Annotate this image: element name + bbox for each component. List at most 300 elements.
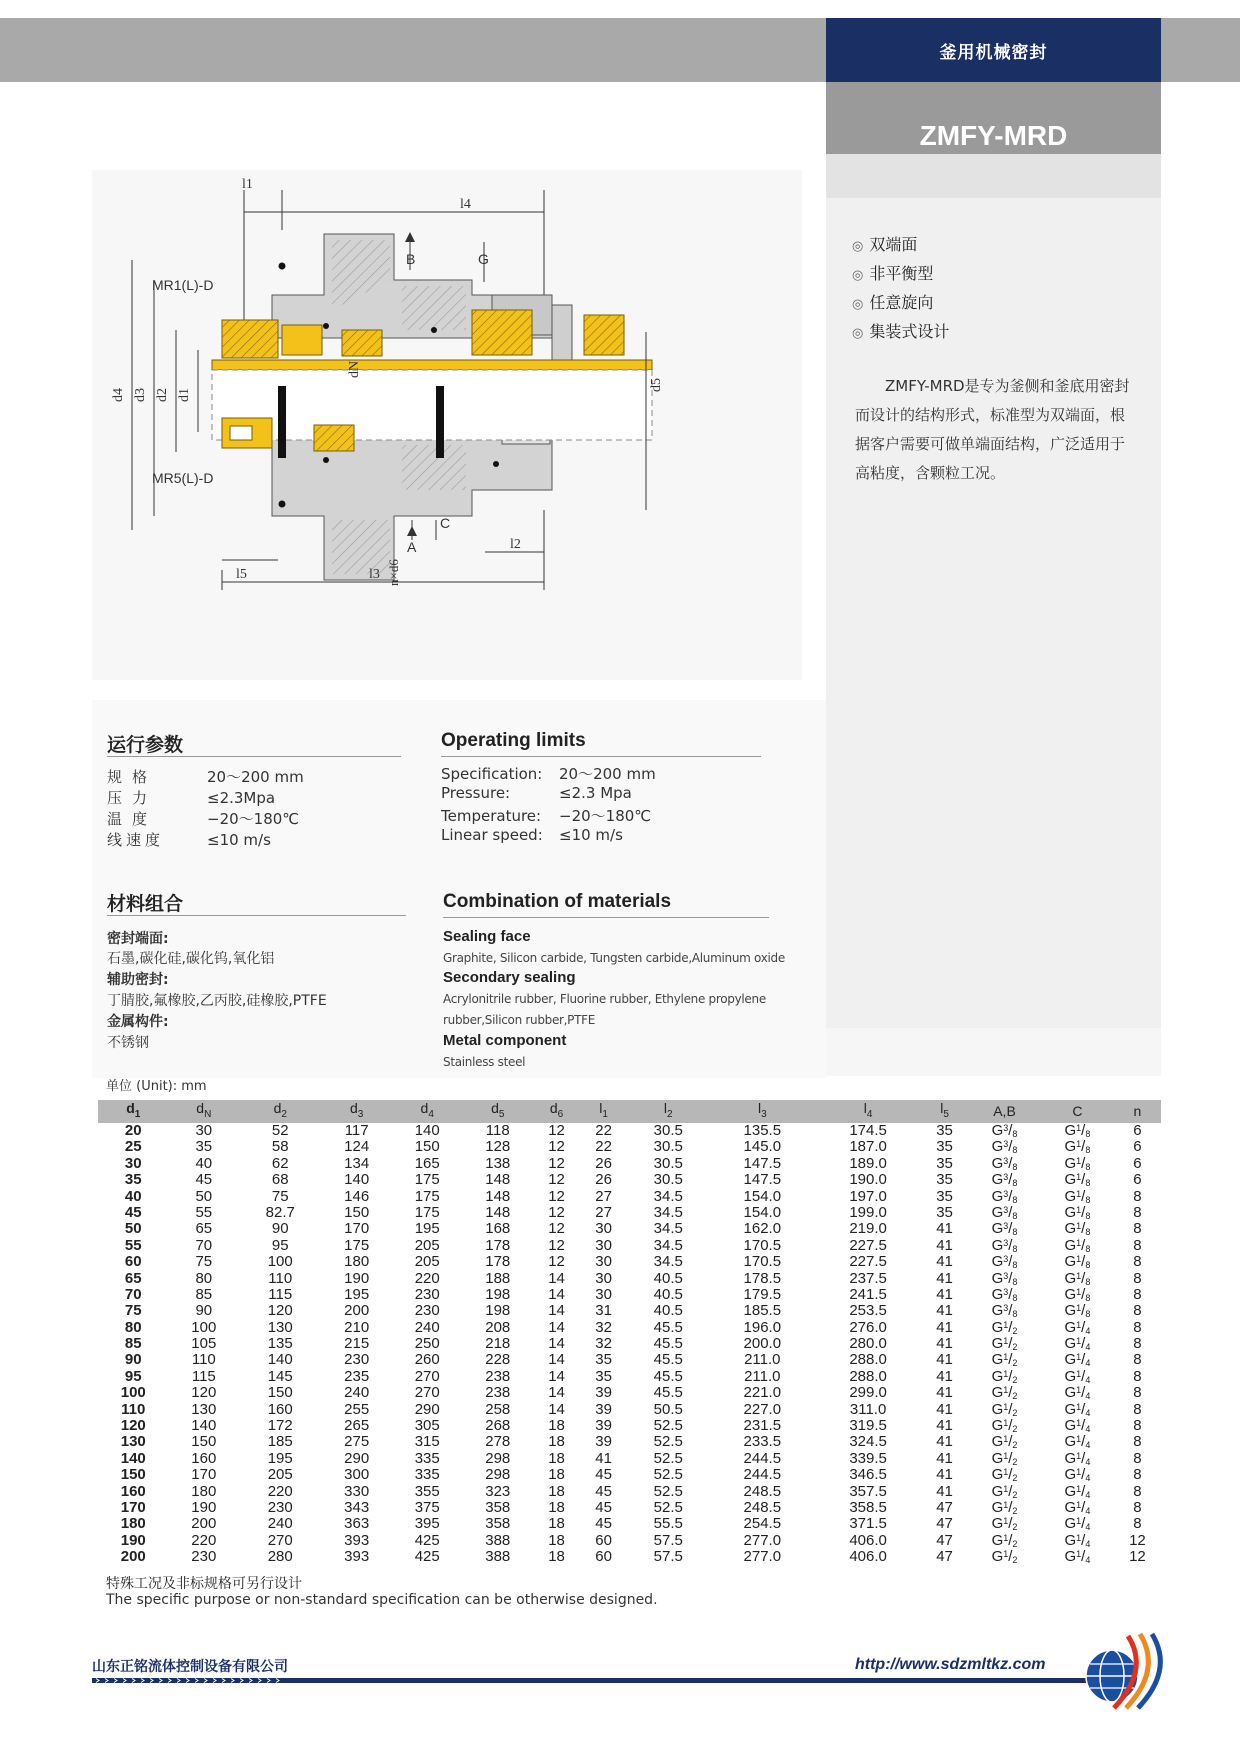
table-cell: 150 <box>191 1433 217 1451</box>
column-header: $d_3$ <box>321 1100 392 1123</box>
param-row: 线速度 ≤10 m/s <box>107 831 271 849</box>
table-cell: 41 <box>936 1351 953 1369</box>
table-cell: 8 <box>1133 1318 1142 1336</box>
table-cell: 298 <box>485 1449 511 1467</box>
table-cell: 190 <box>191 1498 217 1516</box>
table-row <box>98 1434 1161 1450</box>
table-cell: 8 <box>1133 1515 1142 1533</box>
table-cell: 358 <box>485 1515 511 1533</box>
table-cell: $G^3/_8$ <box>991 1203 1018 1221</box>
table-cell: 41 <box>936 1318 953 1336</box>
table-cell: 190 <box>344 1269 370 1287</box>
table-cell: 280 <box>267 1548 293 1566</box>
table-cell: 90 <box>271 1220 289 1238</box>
table-cell: 305 <box>414 1417 440 1435</box>
table-cell: 8 <box>1133 1433 1142 1451</box>
table-cell: 276.0 <box>849 1318 887 1336</box>
table-cell: 218 <box>485 1335 511 1353</box>
table-cell: 6 <box>1133 1138 1142 1156</box>
table-cell: 58 <box>271 1138 289 1156</box>
table-row <box>98 1516 1161 1532</box>
table-cell: 18 <box>548 1449 565 1467</box>
table-cell: 330 <box>344 1482 370 1500</box>
table-cell: 55 <box>124 1236 142 1254</box>
table-cell: $G^1/_2$ <box>991 1351 1018 1369</box>
table-cell: 22 <box>595 1138 612 1156</box>
table-cell: 60 <box>595 1531 612 1549</box>
table-cell: 393 <box>344 1548 370 1566</box>
table-cell: $G^1/_8$ <box>1064 1154 1091 1172</box>
table-cell: $G^1/_8$ <box>1064 1203 1091 1221</box>
footer-chevron-line <box>92 1678 1092 1683</box>
table-cell: $G^1/_2$ <box>991 1498 1018 1516</box>
table-cell: 230 <box>267 1498 293 1516</box>
table-cell: 12 <box>548 1187 565 1205</box>
divider <box>443 917 769 918</box>
table-cell: 41 <box>595 1449 612 1467</box>
table-cell: 195 <box>344 1285 370 1303</box>
table-cell: $G^3/_8$ <box>991 1236 1018 1254</box>
table-cell: $G^3/_8$ <box>991 1171 1018 1189</box>
table-cell: 248.5 <box>743 1498 782 1516</box>
dim-nd6-label: n×d6 <box>386 559 401 586</box>
table-cell: 47 <box>936 1515 953 1533</box>
operating-en-title: Operating limits <box>441 730 586 751</box>
table-cell: 253.5 <box>849 1302 887 1320</box>
table-cell: $G^1/_8$ <box>1064 1285 1091 1303</box>
table-cell: 220 <box>267 1482 293 1500</box>
table-cell: 18 <box>548 1482 565 1500</box>
note-cn: 特殊工况及非标规格可另行设计 <box>106 1576 302 1592</box>
table-cell: 255 <box>344 1400 370 1418</box>
table-cell: 50.5 <box>653 1400 683 1418</box>
table-cell: 145.0 <box>743 1138 782 1156</box>
table-cell: 47 <box>936 1531 953 1549</box>
table-cell: 188 <box>485 1269 511 1287</box>
table-cell: 198 <box>485 1285 511 1303</box>
table-cell: 14 <box>548 1318 565 1336</box>
table-cell: 170.5 <box>743 1236 782 1254</box>
divider <box>107 756 401 757</box>
table-cell: 75 <box>195 1253 213 1271</box>
table-cell: 35 <box>936 1138 953 1156</box>
operating-cn-title: 运行参数 <box>107 734 184 756</box>
table-cell: 275 <box>344 1433 370 1451</box>
table-cell: 140 <box>344 1171 370 1189</box>
table-cell: 8 <box>1133 1203 1142 1221</box>
table-cell: 60 <box>124 1253 142 1271</box>
table-row <box>98 1369 1161 1385</box>
table-cell: 27 <box>595 1203 612 1221</box>
table-cell: 12 <box>548 1236 565 1254</box>
table-cell: 95 <box>124 1367 142 1385</box>
table-cell: 70 <box>124 1285 142 1303</box>
table-cell: 8 <box>1133 1253 1142 1271</box>
table-row <box>98 1254 1161 1270</box>
table-cell: $G^1/_2$ <box>991 1433 1018 1451</box>
table-cell: 45 <box>595 1515 612 1533</box>
table-cell: 8 <box>1133 1417 1142 1435</box>
table-cell: 175 <box>414 1171 440 1189</box>
param-row: 压力 ≤2.3Mpa <box>107 789 276 807</box>
table-cell: 39 <box>595 1400 612 1418</box>
table-cell: 32 <box>595 1318 612 1336</box>
table-cell: 154.0 <box>743 1203 782 1221</box>
table-cell: 358.5 <box>849 1498 887 1516</box>
table-cell: 117 <box>344 1121 369 1139</box>
table-cell: 220 <box>191 1531 217 1549</box>
table-cell: 55 <box>195 1203 213 1221</box>
table-cell: 8 <box>1133 1302 1142 1320</box>
table-cell: 41 <box>936 1449 953 1467</box>
table-cell: 237.5 <box>849 1269 887 1287</box>
table-cell: 298 <box>485 1466 511 1484</box>
brand-label: 釜用机械密封 <box>826 18 1161 82</box>
dim-d2-label: d2 <box>155 388 170 402</box>
bullet-icon: ◎ <box>852 268 864 283</box>
table-cell: 40.5 <box>653 1302 683 1320</box>
table-cell: 189.0 <box>849 1154 887 1172</box>
table-cell: $G^1/_2$ <box>991 1548 1018 1566</box>
table-cell: $G^1/_4$ <box>1064 1318 1091 1336</box>
table-cell: 75 <box>271 1187 289 1205</box>
table-cell: 227.5 <box>849 1253 887 1271</box>
table-cell: 179.5 <box>743 1285 782 1303</box>
column-header: $d_2$ <box>239 1100 321 1123</box>
table-cell: 52.5 <box>653 1433 683 1451</box>
table-cell: 6 <box>1133 1171 1142 1189</box>
table-cell: 40 <box>124 1187 142 1205</box>
secondary-en-line1: Acrylonitrile rubber, Fluorine rubber, Ethylene propylene <box>443 992 766 1006</box>
table-cell: 75 <box>124 1302 142 1320</box>
table-cell: 406.0 <box>849 1548 887 1566</box>
table-row <box>98 1451 1161 1467</box>
divider <box>107 915 406 916</box>
table-row <box>98 1533 1161 1549</box>
table-cell: 180 <box>120 1515 146 1533</box>
table-cell: 85 <box>124 1335 142 1353</box>
table-cell: 210 <box>344 1318 370 1336</box>
table-cell: $G^1/_8$ <box>1064 1302 1091 1320</box>
table-cell: 18 <box>548 1433 565 1451</box>
table-header-row <box>98 1100 1161 1123</box>
table-cell: 85 <box>195 1285 213 1303</box>
table-cell: 52 <box>271 1121 289 1139</box>
column-header: A,B <box>968 1100 1041 1123</box>
table-cell: 55.5 <box>653 1515 683 1533</box>
table-cell: 178 <box>485 1253 511 1271</box>
table-cell: 18 <box>548 1515 565 1533</box>
table-cell: 147.5 <box>743 1171 782 1189</box>
table-cell: 148 <box>485 1171 511 1189</box>
table-cell: 12 <box>548 1138 565 1156</box>
param-row: Temperature: −20～180℃ <box>441 807 652 825</box>
table-cell: 146 <box>344 1187 370 1205</box>
table-cell: 40.5 <box>653 1285 683 1303</box>
table-cell: 65 <box>124 1269 142 1287</box>
table-cell: 26 <box>595 1171 612 1189</box>
table-cell: 14 <box>548 1285 565 1303</box>
table-cell: 241.5 <box>849 1285 887 1303</box>
table-cell: 270 <box>267 1531 293 1549</box>
table-cell: 30 <box>595 1269 612 1287</box>
table-cell: 150 <box>267 1384 293 1402</box>
table-cell: $G^1/_2$ <box>991 1367 1018 1385</box>
table-cell: 65 <box>195 1220 213 1238</box>
table-cell: $G^1/_2$ <box>991 1400 1018 1418</box>
table-cell: 120 <box>120 1417 146 1435</box>
table-row <box>98 1319 1161 1335</box>
table-cell: 425 <box>414 1531 440 1549</box>
sealing-face-heading-cn: 密封端面: <box>107 931 169 947</box>
table-cell: 231.5 <box>743 1417 782 1435</box>
table-cell: 26 <box>595 1154 612 1172</box>
table-cell: 138 <box>485 1154 511 1172</box>
table-cell: $G^3/_8$ <box>991 1154 1018 1172</box>
table-cell: 335 <box>414 1449 440 1467</box>
table-cell: 41 <box>936 1400 953 1418</box>
table-cell: 41 <box>936 1302 953 1320</box>
table-cell: 371.5 <box>849 1515 887 1533</box>
table-cell: 57.5 <box>653 1548 683 1566</box>
port-c-label: C <box>440 515 451 531</box>
table-cell: 130 <box>267 1318 293 1336</box>
table-cell: 240 <box>267 1515 293 1533</box>
table-cell: $G^3/_8$ <box>991 1187 1018 1205</box>
table-cell: 200 <box>191 1515 217 1533</box>
table-cell: 41 <box>936 1285 953 1303</box>
column-header: $l_4$ <box>815 1100 921 1123</box>
table-cell: 148 <box>485 1203 511 1221</box>
table-cell: 8 <box>1133 1351 1142 1369</box>
table-cell: 52.5 <box>653 1449 683 1467</box>
table-cell: 238 <box>485 1384 511 1402</box>
table-cell: 50 <box>124 1220 142 1238</box>
table-cell: 185.5 <box>743 1302 782 1320</box>
table-cell: 39 <box>595 1417 612 1435</box>
table-cell: 238 <box>485 1367 511 1385</box>
table-row <box>98 1139 1161 1155</box>
table-cell: $G^1/_4$ <box>1064 1548 1091 1566</box>
dim-l3-label: l3 <box>369 567 380 582</box>
table-row <box>98 1483 1161 1499</box>
table-cell: 147.5 <box>743 1154 782 1172</box>
table-cell: 45.5 <box>653 1351 683 1369</box>
table-cell: 40 <box>195 1154 213 1172</box>
table-cell: 60 <box>595 1548 612 1566</box>
table-cell: 35 <box>936 1203 953 1221</box>
table-cell: 196.0 <box>743 1318 782 1336</box>
product-description: ZMFY-MRD是专为釜侧和釜底用密封而设计的结构形式，标准型为双端面，根据客户需要可做单端面结构，广泛适用于高粘度，含颗粒工况。 <box>855 377 1130 482</box>
table-cell: 115 <box>268 1285 293 1303</box>
table-row <box>98 1303 1161 1319</box>
table-cell: 319.5 <box>849 1417 887 1435</box>
table-cell: 254.5 <box>743 1515 782 1533</box>
table-cell: 100 <box>120 1384 146 1402</box>
table-cell: 178.5 <box>743 1269 782 1287</box>
table-cell: 335 <box>414 1466 440 1484</box>
table-cell: 45.5 <box>653 1318 683 1336</box>
table-cell: $G^1/_2$ <box>991 1417 1018 1435</box>
table-cell: 34.5 <box>653 1253 683 1271</box>
table-cell: 34.5 <box>653 1203 683 1221</box>
column-header: $d_N$ <box>169 1100 240 1123</box>
table-cell: 277.0 <box>743 1531 782 1549</box>
table-cell: 248.5 <box>743 1482 782 1500</box>
website-url[interactable]: http://www.sdzmltkz.com <box>855 1656 1046 1673</box>
table-cell: 240 <box>344 1384 370 1402</box>
table-cell: $G^1/_2$ <box>991 1318 1018 1336</box>
table-cell: 187.0 <box>849 1138 887 1156</box>
table-cell: 45 <box>595 1498 612 1516</box>
materials-cn-title: 材料组合 <box>107 893 184 915</box>
table-row <box>98 1385 1161 1401</box>
table-cell: 18 <box>548 1498 565 1516</box>
table-cell: 355 <box>414 1482 440 1500</box>
table-cell: 211.0 <box>744 1367 781 1385</box>
table-cell: 197.0 <box>849 1187 887 1205</box>
table-cell: 299.0 <box>849 1384 887 1402</box>
table-cell: 211.0 <box>744 1351 781 1369</box>
bullet-icon: ◎ <box>852 297 864 312</box>
table-cell: 270 <box>414 1367 440 1385</box>
table-cell: 363 <box>344 1515 370 1533</box>
table-cell: $G^1/_2$ <box>991 1335 1018 1353</box>
table-cell: 30.5 <box>653 1154 683 1172</box>
secondary-heading-cn: 辅助密封: <box>107 972 169 988</box>
table-cell: 170 <box>191 1466 217 1484</box>
table-cell: 39 <box>595 1384 612 1402</box>
table-cell: $G^3/_8$ <box>991 1121 1018 1139</box>
table-cell: 12 <box>548 1220 565 1238</box>
table-cell: 35 <box>936 1171 953 1189</box>
table-cell: $G^1/_8$ <box>1064 1171 1091 1189</box>
table-cell: 175 <box>414 1203 440 1221</box>
table-cell: 41 <box>936 1253 953 1271</box>
table-cell: 45 <box>595 1466 612 1484</box>
table-row <box>98 1336 1161 1352</box>
side-strip <box>826 154 1161 198</box>
table-cell: 6 <box>1133 1121 1142 1139</box>
table-cell: 160 <box>267 1400 293 1418</box>
table-cell: $G^3/_8$ <box>991 1285 1018 1303</box>
table-cell: 8 <box>1133 1400 1142 1418</box>
table-cell: 180 <box>191 1482 217 1500</box>
table-cell: 20 <box>124 1121 142 1139</box>
table-cell: 30 <box>195 1121 213 1139</box>
table-cell: $G^3/_8$ <box>991 1138 1018 1156</box>
table-cell: 12 <box>548 1253 565 1271</box>
table-cell: 52.5 <box>653 1498 683 1516</box>
table-row <box>98 1188 1161 1204</box>
sealing-face-cn: 石墨,碳化硅,碳化钨,氧化铝 <box>107 951 275 967</box>
table-cell: 34.5 <box>653 1236 683 1254</box>
table-cell: 35 <box>595 1367 612 1385</box>
table-cell: 208 <box>485 1318 511 1336</box>
table-cell: 185 <box>267 1433 293 1451</box>
metal-cn: 不锈钢 <box>107 1035 149 1051</box>
table-cell: $G^1/_2$ <box>991 1384 1018 1402</box>
table-cell: 18 <box>548 1548 565 1566</box>
table-cell: 12 <box>548 1121 565 1139</box>
table-cell: $G^1/_8$ <box>1064 1121 1091 1139</box>
sealing-face-heading-en: Sealing face <box>443 928 531 945</box>
table-cell: 221.0 <box>743 1384 782 1402</box>
column-header: $d_1$ <box>98 1100 169 1123</box>
unit-label: 单位 (Unit): mm <box>106 1079 207 1094</box>
table-cell: 40.5 <box>653 1269 683 1287</box>
table-cell: 8 <box>1133 1187 1142 1205</box>
table-cell: $G^1/_8$ <box>1064 1187 1091 1205</box>
table-cell: 230 <box>414 1302 440 1320</box>
table-cell: $G^3/_8$ <box>991 1253 1018 1271</box>
table-cell: 260 <box>414 1351 440 1369</box>
table-cell: 375 <box>414 1498 440 1516</box>
table-row <box>98 1156 1161 1172</box>
table-cell: $G^1/_4$ <box>1064 1515 1091 1533</box>
table-cell: 45 <box>124 1203 142 1221</box>
table-row <box>98 1500 1161 1516</box>
spec-table-wrapper <box>98 1100 1161 1565</box>
table-cell: 140 <box>120 1449 146 1467</box>
table-cell: 258 <box>485 1400 511 1418</box>
table-cell: 34.5 <box>653 1187 683 1205</box>
table-cell: $G^1/_8$ <box>1064 1269 1091 1287</box>
table-cell: 199.0 <box>849 1203 887 1221</box>
secondary-heading-en: Secondary sealing <box>443 969 576 986</box>
table-cell: 270 <box>414 1384 440 1402</box>
table-cell: $G^1/_4$ <box>1064 1417 1091 1435</box>
table-cell: 39 <box>595 1433 612 1451</box>
table-cell: 280.0 <box>849 1335 887 1353</box>
table-cell: 324.5 <box>849 1433 887 1451</box>
param-row: 温度 −20～180℃ <box>107 810 300 828</box>
feature-item: ◎ 任意旋向 <box>852 293 934 312</box>
table-cell: 45.5 <box>653 1384 683 1402</box>
table-row <box>98 1270 1161 1286</box>
table-cell: 130 <box>120 1433 146 1451</box>
table-cell: 8 <box>1133 1482 1142 1500</box>
table-cell: 22 <box>595 1121 612 1139</box>
port-b-label: B <box>406 251 416 267</box>
table-cell: $G^1/_4$ <box>1064 1400 1091 1418</box>
param-row: 规格 20～200 mm <box>107 768 304 786</box>
table-cell: 41 <box>936 1367 953 1385</box>
table-cell: 250 <box>414 1335 440 1353</box>
dim-d5-label: d5 <box>649 378 664 392</box>
table-cell: $G^3/_8$ <box>991 1302 1018 1320</box>
dim-l4-label: l4 <box>460 197 471 212</box>
table-cell: 41 <box>936 1236 953 1254</box>
column-header: $d_6$ <box>533 1100 580 1123</box>
table-cell: 8 <box>1133 1220 1142 1238</box>
dim-d4-label: d4 <box>111 388 126 402</box>
table-cell: $G^1/_4$ <box>1064 1466 1091 1484</box>
table-cell: 52.5 <box>653 1482 683 1500</box>
table-cell: 35 <box>936 1121 953 1139</box>
table-cell: 160 <box>120 1482 146 1500</box>
table-cell: 140 <box>267 1351 293 1369</box>
table-cell: 170 <box>344 1220 370 1238</box>
table-cell: 52.5 <box>653 1417 683 1435</box>
table-cell: 95 <box>271 1236 289 1254</box>
table-cell: 30.5 <box>653 1138 683 1156</box>
table-cell: 175 <box>344 1236 370 1254</box>
table-cell: 135 <box>267 1335 293 1353</box>
table-cell: 425 <box>414 1548 440 1566</box>
table-body <box>98 1123 1161 1566</box>
table-cell: 200 <box>120 1548 146 1566</box>
